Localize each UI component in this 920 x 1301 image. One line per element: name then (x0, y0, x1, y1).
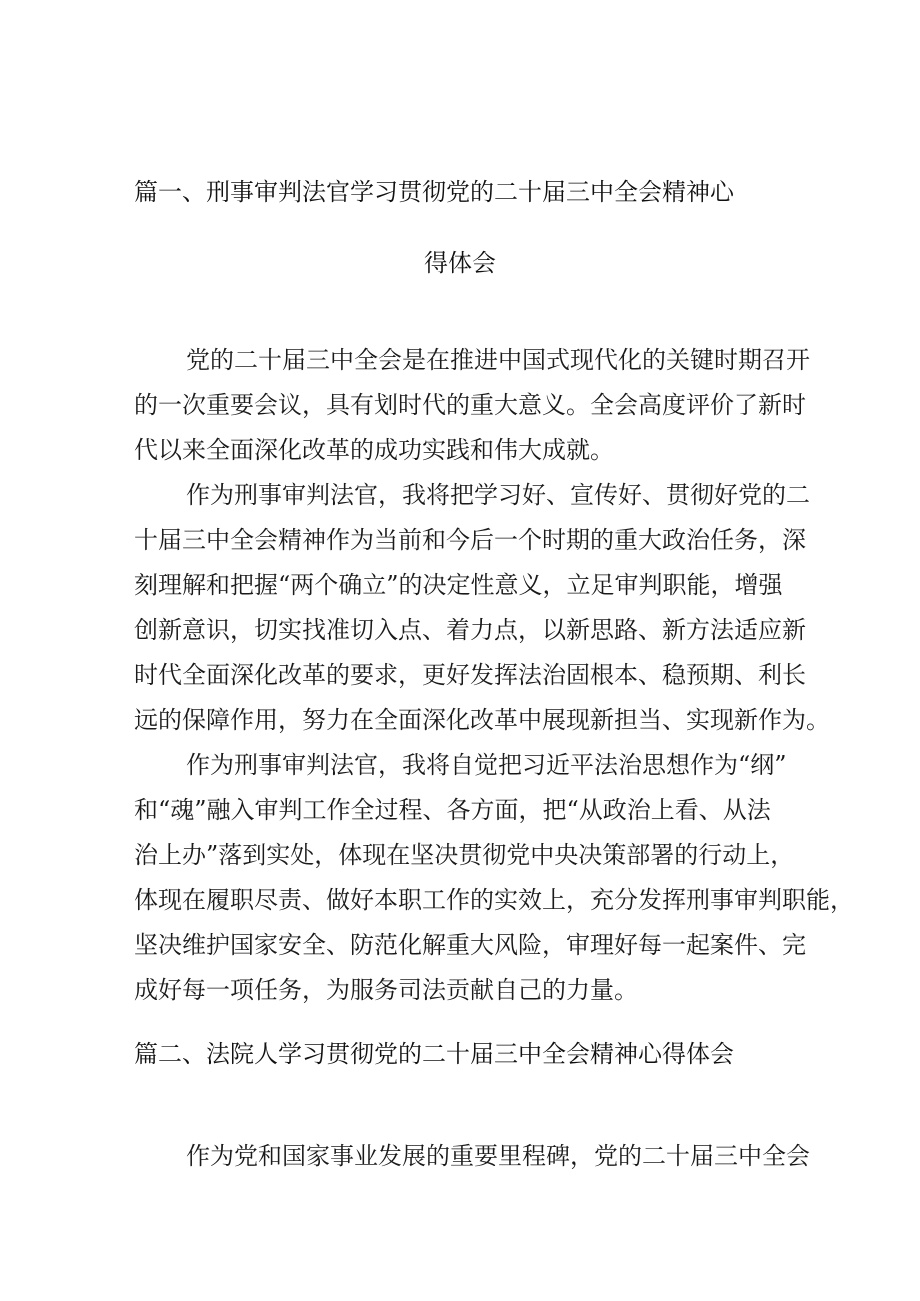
paragraph-line: 党的二十届三中全会是在推进中国式现代化的关键时期召开 (186, 346, 810, 374)
section2-paragraph-1 (134, 1134, 810, 1179)
paragraph-line: 代以来全面深化改革的成功实践和伟大成就。 (134, 436, 614, 464)
paragraph-line: 远的保障作用，努力在全面深化改革中展现新担当、实现新作为。 (134, 706, 830, 734)
section1-paragraph-1 (134, 338, 810, 473)
section1-paragraph-3 (134, 743, 854, 1013)
section1-paragraph-2 (134, 473, 830, 743)
paragraph-line: 治上办”落到实处，体现在坚决贯彻党中央决策部署的行动上， (134, 841, 795, 869)
paragraph-line: 的一次重要会议，具有划时代的重大意义。全会高度评价了新时 (134, 391, 806, 419)
paragraph-line: 体现在履职尽责、做好本职工作的实效上，充分发挥刑事审判职能， (134, 886, 854, 914)
paragraph-line: 刻理解和把握“两个确立”的决定性意义，立足审判职能，增强 (134, 571, 783, 599)
section1-title-line1: 篇一、刑事审判法官学习贯彻党的二十届三中全会精神心 (134, 178, 734, 206)
paragraph-line: 作为刑事审判法官，我将自觉把习近平法治思想作为“纲” (186, 751, 787, 779)
paragraph-line: 作为党和国家事业发展的重要里程碑，党的二十届三中全会 (186, 1142, 810, 1170)
paragraph-line: 时代全面深化改革的要求，更好发挥法治固根本、稳预期、利长 (134, 661, 806, 689)
paragraph-line: 作为刑事审判法官，我将把学习好、宣传好、贯彻好党的二 (186, 481, 810, 509)
paragraph-line: 成好每一项任务，为服务司法贡献自己的力量。 (134, 976, 638, 1004)
paragraph-line: 创新意识，切实找准切入点、着力点，以新思路、新方法适应新 (134, 616, 806, 644)
section2-title: 篇二、法院人学习贯彻党的二十届三中全会精神心得体会 (134, 1040, 734, 1068)
paragraph-line: 十届三中全会精神作为当前和今后一个时期的重大政治任务，深 (134, 526, 806, 554)
paragraph-line: 和“魂”融入审判工作全过程、各方面，把“从政治上看、从法 (134, 796, 771, 824)
paragraph-line: 坚决维护国家安全、防范化解重大风险，审理好每一起案件、完 (134, 931, 806, 959)
section1-title-line2: 得体会 (424, 249, 496, 277)
